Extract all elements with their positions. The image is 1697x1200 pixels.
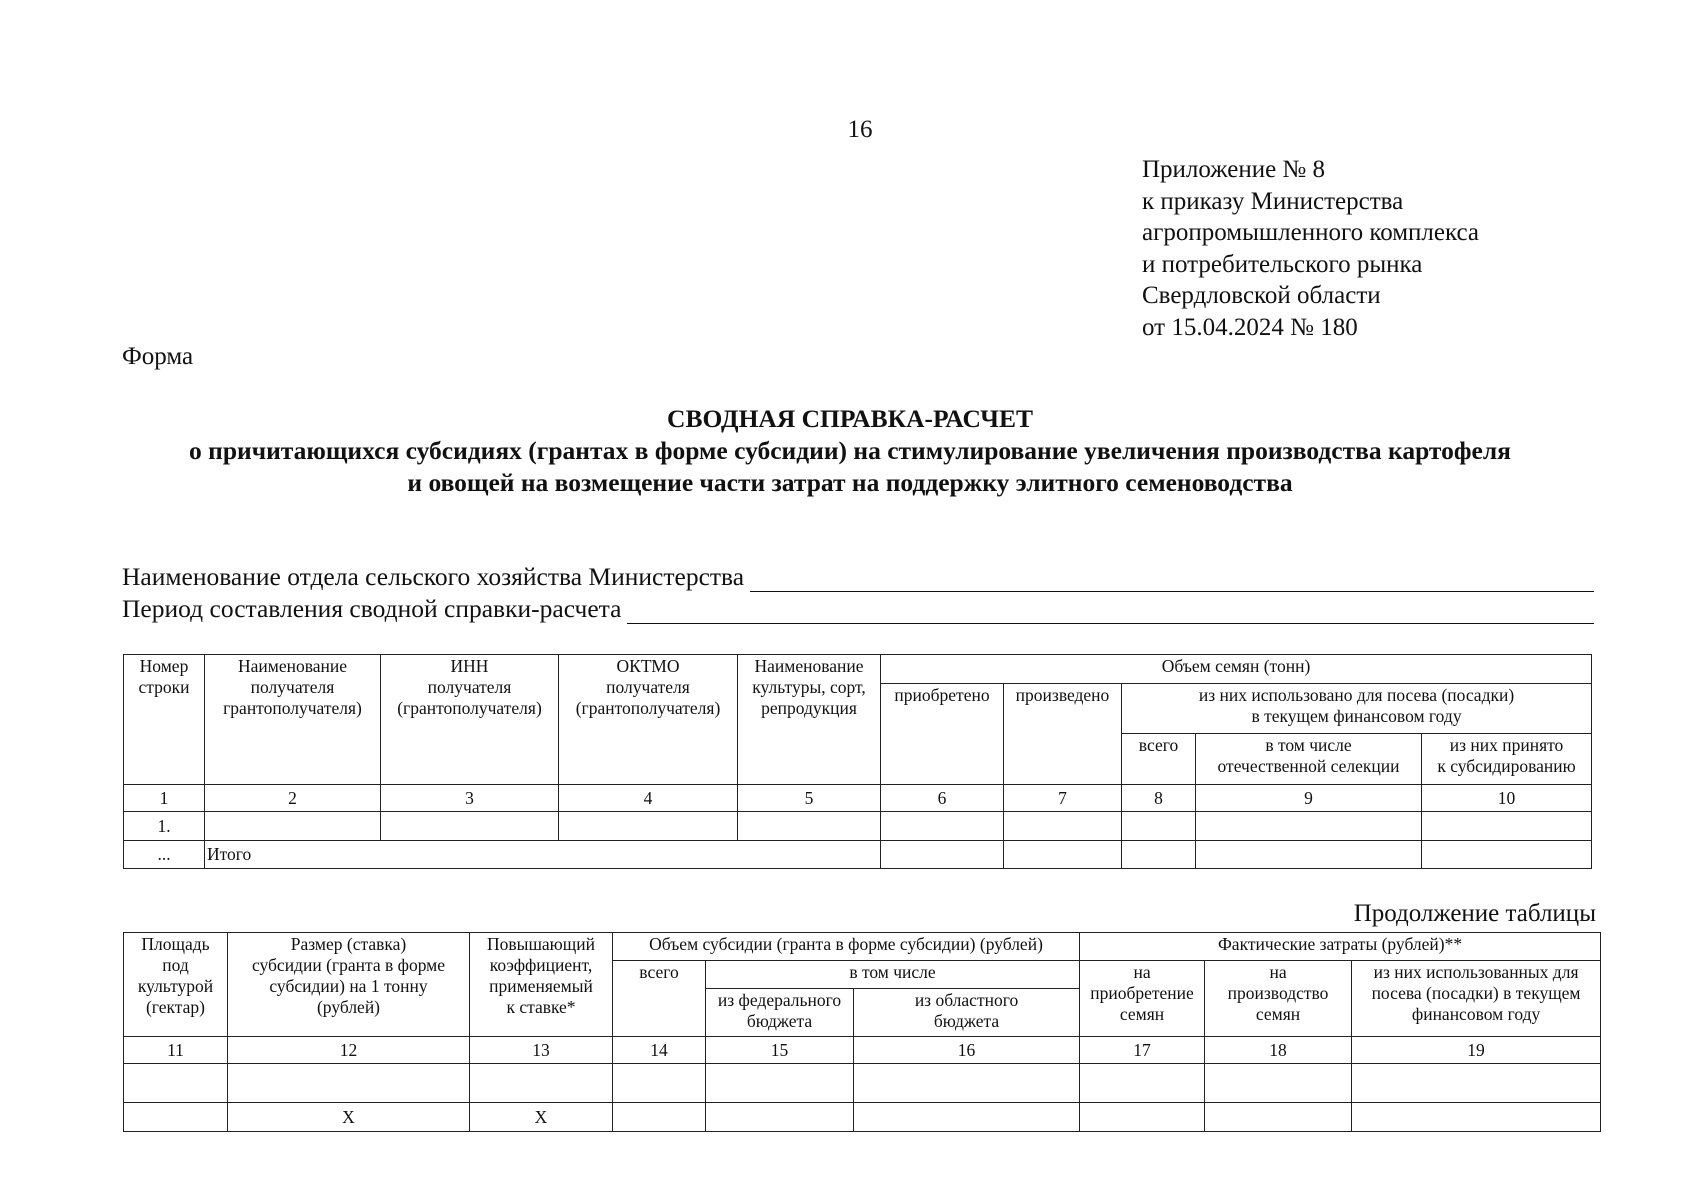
column-number: 15 — [706, 1037, 854, 1064]
table-row — [124, 812, 1592, 841]
title-line: и овощей на возмещение части затрат на поддержку элитного семеноводства — [407, 468, 1293, 497]
header-coefficient: Повышающий коэффициент, применяемый к ставке* — [470, 933, 613, 1037]
column-number: 12 — [228, 1037, 470, 1064]
column-number: 17 — [1080, 1037, 1205, 1064]
document-title — [110, 403, 1590, 499]
table-cell[interactable] — [124, 1064, 228, 1103]
page-number: 16 — [847, 116, 873, 143]
header-actual-costs: Фактические затраты (рублей)** — [1080, 933, 1601, 961]
form-label: Форма — [122, 343, 194, 370]
title-line: о причитающихся субсидиях (грантах в форме субсидии) на стимулирование увеличения производства картофеля — [189, 436, 1511, 465]
header-subsidy-volume: Объем субсидии (гранта в форме субсидии) (рублей) — [613, 933, 1080, 961]
column-number: 4 — [559, 785, 738, 812]
table-cell[interactable] — [1352, 1103, 1601, 1132]
header-used-for-sowing: из них использовано для посева (посадки) в текущем финансовом году — [1122, 684, 1592, 734]
row-number: ... — [124, 841, 205, 869]
table-cell[interactable] — [881, 812, 1004, 841]
table-cell[interactable] — [854, 1103, 1080, 1132]
table-cell[interactable] — [1122, 812, 1196, 841]
header-total: всего — [1122, 734, 1196, 785]
header-including: в том числе — [706, 961, 1080, 989]
appendix-line: Свердловской области — [1142, 282, 1381, 309]
header-inn: ИНН получателя (грантополучателя) — [381, 655, 559, 785]
header-seed-volume: Объем семян (тонн) — [881, 655, 1592, 684]
table-row — [124, 1064, 1601, 1103]
table-cell[interactable] — [738, 812, 881, 841]
table-cell[interactable] — [1205, 1103, 1352, 1132]
header-domestic-selection: в том числе отечественной селекции — [1196, 734, 1422, 785]
column-number: 7 — [1004, 785, 1122, 812]
header-rate: Размер (ставка) субсидии (гранта в форме субсидии) на 1 тонну (рублей) — [228, 933, 470, 1037]
table-cell[interactable] — [1196, 812, 1422, 841]
column-number: 13 — [470, 1037, 613, 1064]
department-label: Наименование отдела сельского хозяйства Министерства — [122, 562, 745, 591]
column-number: 5 — [738, 785, 881, 812]
header-culture: Наименование культуры, сорт, репродукция — [738, 655, 881, 785]
table-cell[interactable] — [1004, 841, 1122, 869]
appendix-line: Приложение № 8 — [1142, 156, 1326, 183]
period-label: Период составления сводной справки-расчета — [122, 594, 622, 623]
table-cell[interactable] — [1352, 1064, 1601, 1103]
appendix-line: к приказу Министерства — [1142, 187, 1404, 215]
column-number: 18 — [1205, 1037, 1352, 1064]
total-row — [124, 841, 1592, 869]
table-cell[interactable] — [1004, 812, 1122, 841]
title-line: СВОДНАЯ СПРАВКА-РАСЧЕТ — [667, 404, 1033, 433]
header-recipient-name: Наименование получателя грантополучателя) — [205, 655, 381, 785]
appendix-line: агропромышленного комплекса — [1142, 219, 1480, 246]
table-cell[interactable] — [706, 1064, 854, 1103]
header-oktmo: ОКТМО получателя (грантополучателя) — [559, 655, 738, 785]
table-cell[interactable] — [1122, 841, 1196, 869]
table-cell[interactable] — [205, 812, 381, 841]
table-cell[interactable] — [613, 1064, 706, 1103]
table-cell[interactable] — [470, 1064, 613, 1103]
header-produced: произведено — [1004, 684, 1122, 785]
column-number: 11 — [124, 1037, 228, 1064]
table-cell[interactable] — [1422, 841, 1592, 869]
table-cell[interactable] — [1080, 1103, 1205, 1132]
column-number: 3 — [381, 785, 559, 812]
department-fill-line[interactable] — [750, 569, 1594, 592]
column-number: 1 — [124, 785, 205, 812]
column-number: 2 — [205, 785, 381, 812]
period-fill-line[interactable] — [627, 601, 1594, 624]
x-mark: Х — [470, 1103, 613, 1132]
appendix-block — [1142, 154, 1479, 343]
total-label: Итого — [205, 841, 881, 869]
header-federal: из федерального бюджета — [706, 989, 854, 1037]
seed-volume-table — [123, 654, 1592, 869]
column-number: 19 — [1352, 1037, 1601, 1064]
row-number: 1. — [124, 812, 205, 841]
header-row-number: Номер строки — [124, 655, 205, 785]
header-purchased: приобретено — [881, 684, 1004, 785]
header-area: Площадь под культурой (гектар) — [124, 933, 228, 1037]
header-accepted-for-subsidy: из них принято к субсидированию — [1422, 734, 1592, 785]
table-cell[interactable] — [854, 1064, 1080, 1103]
table-cell[interactable] — [1422, 812, 1592, 841]
column-number: 14 — [613, 1037, 706, 1064]
table-cell[interactable] — [124, 1103, 228, 1132]
header-purchase-seeds: на приобретение семян — [1080, 961, 1205, 1037]
subsidy-table — [123, 932, 1601, 1132]
column-number: 10 — [1422, 785, 1592, 812]
table-cell[interactable] — [228, 1064, 470, 1103]
table-row — [124, 1103, 1601, 1132]
continuation-label: Продолжение таблицы — [1353, 900, 1596, 927]
table-cell[interactable] — [1205, 1064, 1352, 1103]
department-field — [122, 562, 1594, 592]
table-cell[interactable] — [1080, 1064, 1205, 1103]
x-mark: Х — [228, 1103, 470, 1132]
table-cell[interactable] — [613, 1103, 706, 1132]
header-used-costs: из них использованных для посева (посадки) в текущем финансовом году — [1352, 961, 1601, 1037]
table-cell[interactable] — [881, 841, 1004, 869]
appendix-line: от 15.04.2024 № 180 — [1142, 313, 1358, 341]
column-number: 16 — [854, 1037, 1080, 1064]
table-cell[interactable] — [1196, 841, 1422, 869]
column-number: 6 — [881, 785, 1004, 812]
appendix-line: и потребительского рынка — [1142, 250, 1423, 278]
column-number: 8 — [1122, 785, 1196, 812]
period-field — [122, 594, 1594, 624]
header-production-seeds: на производство семян — [1205, 961, 1352, 1037]
header-subsidy-total: всего — [613, 961, 706, 1037]
table-cell[interactable] — [706, 1103, 854, 1132]
header-regional: из областного бюджета — [854, 989, 1080, 1037]
table-cell[interactable] — [381, 812, 559, 841]
column-number: 9 — [1196, 785, 1422, 812]
table-cell[interactable] — [559, 812, 738, 841]
